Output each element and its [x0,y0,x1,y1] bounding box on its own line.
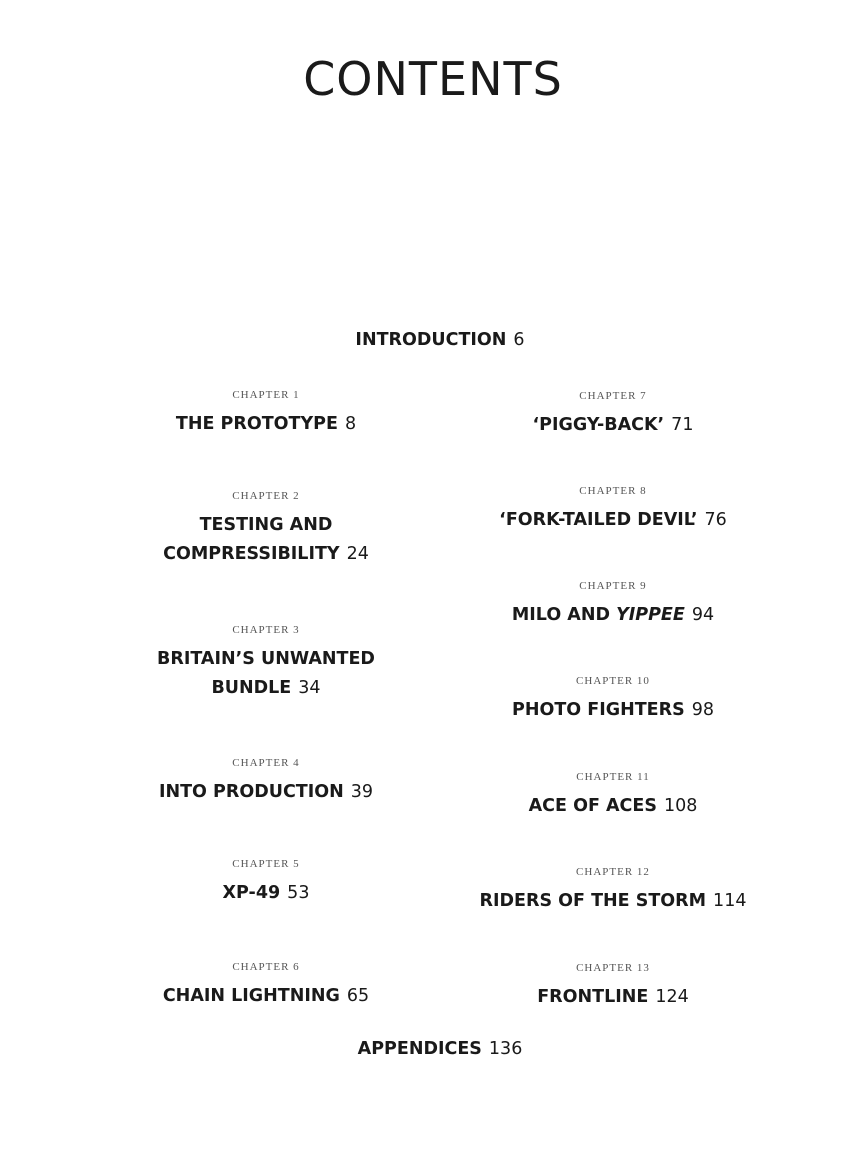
chapter-page-number: 76 [704,510,727,530]
chapter-page-number: 65 [346,986,370,1006]
chapter-title-line: COMPRESSIBILITY [163,544,340,564]
chapter-label: CHAPTER 2 [232,490,300,502]
toc-entry-chapter-3[interactable] [157,623,375,703]
chapter-title-text: FRONTLINE [537,987,649,1007]
chapter-page-number: 114 [713,891,747,911]
chapter-title-text: ‘PIGGY-BACK’ [532,415,665,435]
chapter-title-text: CHAIN LIGHTNING [162,986,340,1006]
chapter-label: CHAPTER 6 [232,961,300,973]
appendices-title [358,1035,523,1064]
appendices-page-number: 136 [488,1039,523,1059]
toc-entry-introduction[interactable] [355,326,524,355]
introduction-title-text: INTRODUCTION [355,330,507,350]
chapter-page-number: 53 [287,883,310,903]
chapter-page-number: 24 [346,544,369,564]
chapter-page-number: 34 [298,678,321,698]
chapter-title-text: INTO PRODUCTION [158,782,344,802]
chapter-title-text: ACE OF ACES [528,796,657,816]
chapter-title [512,696,714,725]
chapter-page-number: 94 [691,605,715,625]
toc-entry-chapter-1[interactable] [176,388,356,439]
chapter-title [499,506,727,535]
toc-entry-chapter-6[interactable] [163,960,369,1011]
chapter-title [529,792,698,821]
chapter-title-text: PHOTO FIGHTERS [512,700,685,720]
toc-entry-chapter-12[interactable] [480,865,747,916]
chapter-title [163,982,369,1011]
chapter-label: CHAPTER 4 [232,757,300,769]
chapter-label: CHAPTER 7 [579,390,647,402]
chapter-label: CHAPTER 13 [576,962,650,974]
page-title: CONTENTS [303,52,563,106]
chapter-label: CHAPTER 5 [232,858,300,870]
chapter-title-line: TESTING AND [199,515,333,535]
appendices-title-text: APPENDICES [357,1039,482,1059]
chapter-page-number: 108 [663,796,698,816]
toc-entry-chapter-13[interactable] [537,961,689,1012]
chapter-title-line: BRITAIN’S UNWANTED [157,649,375,669]
chapter-title-text: MILO AND [511,605,611,625]
toc-entry-chapter-5[interactable] [223,857,310,908]
chapter-title [533,411,694,440]
chapter-page-number: 124 [655,987,689,1007]
chapter-title-text: XP-49 [222,883,281,903]
toc-entry-chapter-8[interactable] [499,484,727,535]
chapter-label: CHAPTER 10 [576,675,650,687]
chapter-label: CHAPTER 12 [576,866,650,878]
toc-entry-chapter-4[interactable] [159,756,373,807]
toc-entry-chapter-10[interactable] [512,674,714,725]
chapter-label: CHAPTER 11 [576,771,650,783]
chapter-page-number: 8 [344,414,357,434]
introduction-title [355,326,524,355]
chapter-title [157,645,375,703]
toc-entry-chapter-9[interactable] [512,579,714,630]
chapter-label: CHAPTER 3 [232,624,300,636]
chapter-page-number: 71 [671,415,694,435]
chapter-title [480,887,747,916]
chapter-title [176,410,356,439]
chapter-label: CHAPTER 9 [579,580,647,592]
chapter-label: CHAPTER 1 [232,389,300,401]
toc-entry-chapter-7[interactable] [533,389,694,440]
chapter-title-text: RIDERS OF THE STORM [479,891,707,911]
chapter-page-number: 39 [350,782,374,802]
chapter-title [512,601,714,630]
chapter-title-text: ‘FORK-TAILED DEVIL’ [499,510,698,530]
introduction-page-number: 6 [513,330,525,350]
chapter-title-line: BUNDLE [211,678,292,698]
chapter-title [163,511,369,569]
chapter-title-text: THE PROTOTYPE [175,414,338,434]
chapter-title [159,778,373,807]
toc-entry-chapter-2[interactable] [163,489,369,569]
chapter-label: CHAPTER 8 [579,485,647,497]
chapter-title [223,879,310,908]
toc-entry-appendices[interactable] [358,1035,523,1064]
chapter-title [537,983,689,1012]
chapter-title-italic: YIPPEE [616,605,685,625]
chapter-page-number: 98 [691,700,714,720]
toc-entry-chapter-11[interactable] [529,770,698,821]
